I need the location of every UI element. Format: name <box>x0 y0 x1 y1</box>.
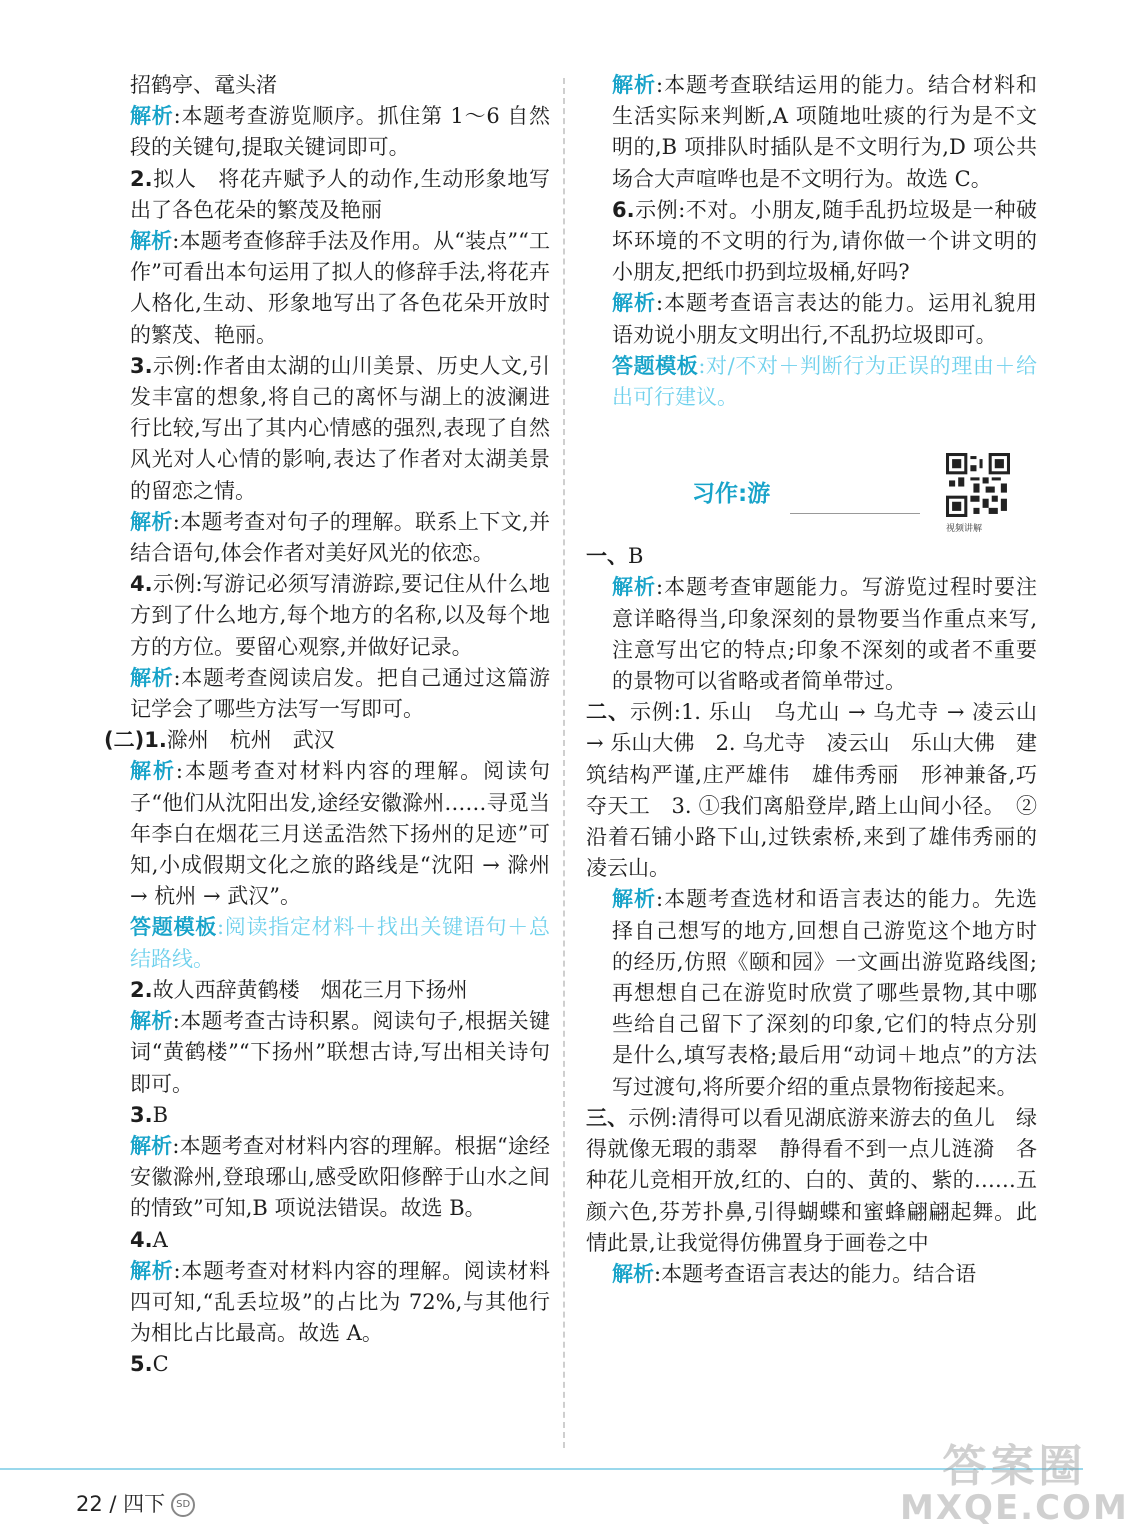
section-title: 习作:游 <box>692 481 771 508</box>
analysis-tag: 解析 <box>612 73 656 97</box>
analysis-tag: 解析 <box>612 575 656 600</box>
analysis-text: :本题考查语言表达的能力。结合语 <box>654 1261 977 1286</box>
section-number: 三、 <box>586 1105 629 1130</box>
analysis-tag: 解析 <box>130 509 173 534</box>
analysis-block <box>130 1256 550 1350</box>
analysis-tag: 解析 <box>612 887 656 912</box>
item-number: 3. <box>130 353 153 378</box>
section-item <box>586 697 1037 884</box>
analysis-tag: 解析 <box>130 1133 173 1158</box>
section-number: 一、 <box>586 544 628 569</box>
analysis-tag: 解析 <box>612 1261 654 1286</box>
analysis-tag: 解析 <box>130 229 173 254</box>
analysis-block <box>130 101 550 163</box>
item-number: 1. <box>144 728 167 753</box>
template-tag: 答题模板 <box>130 915 217 940</box>
analysis-tag: 解析 <box>130 759 176 784</box>
analysis-block <box>130 507 550 569</box>
answer-text: 故人西辞黄鹤楼 烟花三月下扬州 <box>152 977 468 1002</box>
analysis-text: :本题考查游览顺序。抓住第 1～6 自然段的关键句,提取关键词即可。 <box>130 104 550 160</box>
right-column <box>586 70 1038 1290</box>
analysis-tag: 解析 <box>130 1009 173 1034</box>
answer-text: 示例:清得可以看见湖底游来游去的鱼儿 绿得就像无瑕的翡翠 静得看不到一点儿涟漪 各种花儿竞相开放,红的、白的、黄的、紫的……五颜六色,芬芳扑鼻,引得蝴蝶和蜜蜂翩翩起舞。此情此景,让我觉得仿佛置身于画卷之中 <box>586 1105 1037 1255</box>
answer-item <box>130 569 550 663</box>
analysis-block <box>612 288 1037 350</box>
template-text: :阅读指定材料＋找出关键语句＋总结路线。 <box>130 915 551 971</box>
template-block <box>612 351 1037 413</box>
analysis-text: :本题考查古诗积累。阅读句子,根据关键词“黄鹤楼”“下扬州”联想古诗,写出相关诗句即可。 <box>130 1009 551 1096</box>
section-heading <box>692 453 1037 533</box>
analysis-text: :本题考查修辞手法及作用。从“装点”“工作”可看出本句运用了拟人的修辞手法,将花卉人格化,生动、形象地写出了各色花朵开放时的繁茂、艳丽。 <box>130 229 551 347</box>
left-column <box>104 70 551 1381</box>
answer-item <box>130 975 550 1006</box>
analysis-text: :本题考查语言表达的能力。运用礼貌用语劝说小朋友文明出行,不乱扔垃圾即可。 <box>612 291 1038 347</box>
page-number: 22 / 四下 <box>76 1492 166 1516</box>
section-number: (二) <box>104 728 145 753</box>
answer-item <box>130 164 550 226</box>
answer-item <box>130 351 550 507</box>
answer-text: 拟人 将花卉赋予人的动作,生动形象地写出了各色花朵的繁茂及艳丽 <box>130 166 550 222</box>
analysis-block <box>612 70 1037 195</box>
analysis-text: :本题考查对材料内容的理解。阅读材料四可知,“乱丢垃圾”的占比为 72%,与其他行为相比占比最高。故选 A。 <box>130 1258 550 1346</box>
template-tag: 答题模板 <box>612 353 699 378</box>
analysis-tag: 解析 <box>130 104 174 129</box>
analysis-text: :本题考查审题能力。写游览过程时要注意详略得当,印象深刻的景物要当作重点来写,注意写出它的特点;印象不深刻的或者不重要的景物可以省略或者简单带过。 <box>612 575 1038 694</box>
item-number: 5. <box>130 1352 153 1377</box>
item-number: 2. <box>130 166 153 191</box>
analysis-tag: 解析 <box>130 665 174 690</box>
answer-item <box>612 195 1037 289</box>
answer-text: 示例:写游记必须写清游踪,要记住从什么地方到了什么地方,每个地方的名称,以及每个地方的方位。要留心观察,并做好记录。 <box>130 572 550 659</box>
answer-line <box>130 70 550 101</box>
answer-text: 招鹤亭、鼋头渚 <box>130 73 277 97</box>
answer-text: 示例:作者由太湖的山川美景、历史人文,引发丰富的想象,将自己的离怀与湖上的波澜进行比较,写出了其内心情感的强烈,表现了自然风光对人心情的影响,表达了作者对太湖美景的留恋之情。 <box>130 353 550 503</box>
analysis-tag: 解析 <box>612 291 656 316</box>
column-divider <box>563 78 565 1448</box>
section-item <box>586 1103 1037 1259</box>
qr-label: 视频讲解 <box>946 524 983 535</box>
analysis-block <box>612 1259 1037 1290</box>
answer-text: B <box>152 1102 169 1127</box>
answer-text: C <box>152 1352 169 1377</box>
section-item <box>586 541 1037 572</box>
page-footer <box>76 1488 195 1518</box>
analysis-text: :本题考查联结运用的能力。结合材料和生活实际来判断,A 项随地吐痰的行为是不文明的,B 项排队时插队是不文明行为,D 项公共场合大声喧哗也是不文明行为。故选 C。 <box>612 73 1038 191</box>
answer-text: 滁州 杭州 武汉 <box>166 728 335 753</box>
analysis-text: :本题考查对材料内容的理解。根据“途经安徽滁州,登琅琊山,感受欧阳修醉于山水之间的情致”可知,B 项说法错误。故选 B。 <box>130 1133 551 1221</box>
analysis-block <box>130 663 550 725</box>
item-number: 6. <box>612 197 635 222</box>
watermark-title: 答案圈 <box>942 1441 1087 1492</box>
analysis-tag: 解析 <box>130 1258 174 1283</box>
item-number: 2. <box>130 977 153 1002</box>
answer-text: 示例:不对。小朋友,随手乱扔垃圾是一种破坏环境的不文明的行为,请你做一个讲文明的小朋友,把纸巾扔到垃圾桶,好吗? <box>612 197 1037 285</box>
analysis-text: :本题考查选材和语言表达的能力。先选择自己想写的地方,回想自己游览这个地方时的经历,仿照《颐和园》一文画出游览路线图;再想想自己在游览时欣赏了哪些景物,其中哪些给自己留下了深刻的印象,它们的特点分别是什么,填写表格;最后用“动词＋地点”的方法写过渡句,将所要介绍的重点景物衔接起来。 <box>612 887 1038 1099</box>
template-block <box>130 912 550 974</box>
item-number: 3. <box>130 1102 153 1127</box>
section-number: 二、 <box>586 700 630 725</box>
analysis-block <box>130 226 550 351</box>
analysis-block <box>612 884 1037 1102</box>
item-number: 4. <box>130 572 153 597</box>
analysis-text: :本题考查对材料内容的理解。阅读句子“他们从沈阳出发,途经安徽滁州……寻觅当年李白在烟花三月送孟浩然下扬州的足迹”可知,小成假期文化之旅的路线是“沈阳 → 滁州 → 杭州 → 武汉”。 <box>130 759 551 909</box>
answer-item <box>130 1225 550 1256</box>
template-text: :对/不对＋判断行为正误的理由＋给出可行建议。 <box>612 353 1037 410</box>
analysis-text: :本题考查阅读启发。把自己通过这篇游记学会了哪些方法写一写即可。 <box>130 665 550 722</box>
answer-item <box>130 1100 550 1131</box>
qr-code-icon[interactable] <box>946 453 1010 517</box>
item-number: 4. <box>130 1227 153 1252</box>
answer-text: 示例:1. 乐山 乌尤山 → 乌尤寺 → 凌云山 → 乐山大佛 2. 乌尤寺 凌云山 乐山大佛 建筑结构严谨,庄严雄伟 雄伟秀丽 形神兼备,巧夺天工 3. ①我们离船登岸,踏上山间小径。 ②沿着石铺小路下山,过铁索桥,来到了雄伟秀丽的凌云山。 <box>586 700 1037 881</box>
analysis-block <box>612 572 1037 697</box>
analysis-block <box>130 756 550 912</box>
section-item <box>104 725 550 756</box>
analysis-text: :本题考查对句子的理解。联系上下文,并结合语句,体会作者对美好风光的依恋。 <box>130 509 551 566</box>
answer-text: B <box>628 544 644 569</box>
answer-item <box>130 1349 550 1380</box>
analysis-block <box>130 1131 550 1225</box>
edition-badge-icon: SD <box>171 1493 195 1517</box>
watermark-url: MXQE.COM <box>900 1488 1129 1528</box>
answer-text: A <box>152 1227 168 1252</box>
watermark <box>900 1430 1129 1528</box>
title-blank-line <box>790 513 920 514</box>
analysis-block <box>130 1006 550 1100</box>
